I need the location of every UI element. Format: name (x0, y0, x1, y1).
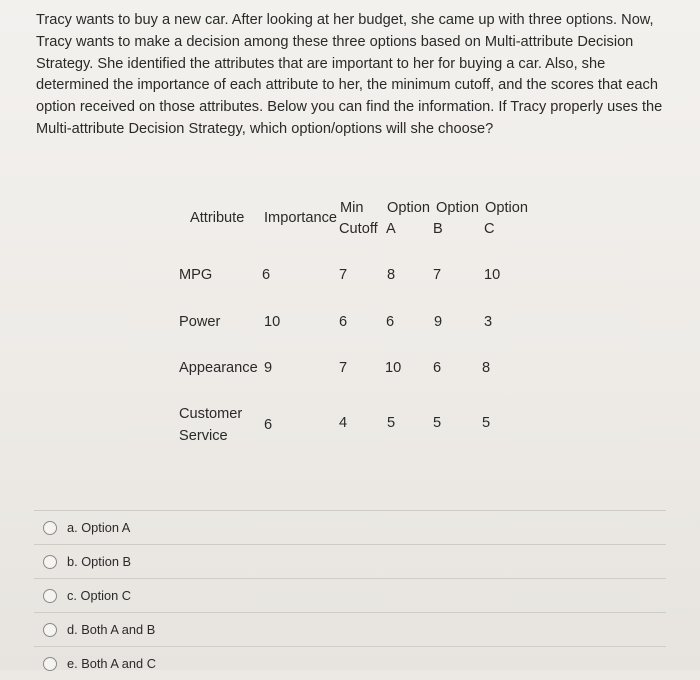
row-attribute-line1: Customer (179, 406, 243, 422)
row-option-b: 6 (433, 360, 442, 376)
header-min-cutoff-line2: Cutoff (339, 221, 378, 237)
option-b[interactable] (34, 544, 666, 578)
row-cutoff: 6 (339, 314, 348, 330)
radio-icon[interactable] (43, 589, 57, 603)
row-option-c: 5 (482, 415, 491, 431)
option-d[interactable] (34, 612, 666, 646)
row-option-b: 5 (433, 415, 442, 431)
radio-icon[interactable] (43, 657, 57, 671)
row-option-c: 3 (484, 314, 493, 330)
row-cutoff: 4 (339, 415, 348, 431)
option-label: a. Option A (67, 520, 131, 535)
header-min-cutoff-line1: Min (340, 200, 364, 216)
header-attribute: Attribute (190, 210, 245, 226)
row-cutoff: 7 (339, 267, 348, 283)
option-label: e. Both A and C (67, 656, 156, 671)
header-importance: Importance (264, 210, 338, 226)
header-option-c-line1: Option (485, 200, 528, 216)
option-a[interactable] (34, 510, 666, 544)
row-option-a: 5 (387, 415, 396, 431)
row-option-b: 7 (433, 267, 442, 283)
row-importance: 6 (264, 417, 273, 433)
radio-icon[interactable] (43, 623, 57, 637)
row-option-b: 9 (434, 314, 443, 330)
option-label: c. Option C (67, 588, 132, 603)
question-text: Tracy wants to buy a new car. After looking at her budget, she came up with three options. Now, Tracy wants to make a decision among these three options based on Multi-attribute Decision Strategy. She identified the attributes that are important to her for buying a car. Also, she determined the importance of each attribute to her, the minimum cutoff, and the scores that each option received on those attributes. Below you can find the information. If Tracy properly uses the Multi-attribute Decision Strategy, which option/options will she choose? (36, 12, 663, 137)
radio-icon[interactable] (43, 555, 57, 569)
header-option-c-line2: C (484, 221, 495, 237)
row-attribute: Power (179, 314, 221, 330)
row-option-c: 10 (484, 267, 501, 283)
option-label: b. Option B (67, 554, 132, 569)
option-e[interactable] (34, 646, 666, 680)
header-option-a-line2: A (386, 221, 396, 237)
header-option-b-line2: B (433, 221, 443, 237)
option-label: d. Both A and B (67, 622, 156, 637)
row-cutoff: 7 (339, 360, 348, 376)
row-importance: 9 (264, 360, 273, 376)
option-c[interactable] (34, 578, 666, 612)
row-attribute: Appearance (179, 360, 258, 376)
row-option-c: 8 (482, 360, 491, 376)
row-importance: 10 (264, 314, 281, 330)
radio-icon[interactable] (43, 521, 57, 535)
row-option-a: 8 (387, 267, 396, 283)
row-option-a: 10 (385, 360, 402, 376)
row-importance: 6 (262, 267, 271, 283)
row-attribute-line2: Service (179, 428, 228, 444)
row-attribute: MPG (179, 267, 213, 283)
header-option-a-line1: Option (387, 200, 430, 216)
header-option-b-line1: Option (436, 200, 479, 216)
row-option-a: 6 (386, 314, 395, 330)
